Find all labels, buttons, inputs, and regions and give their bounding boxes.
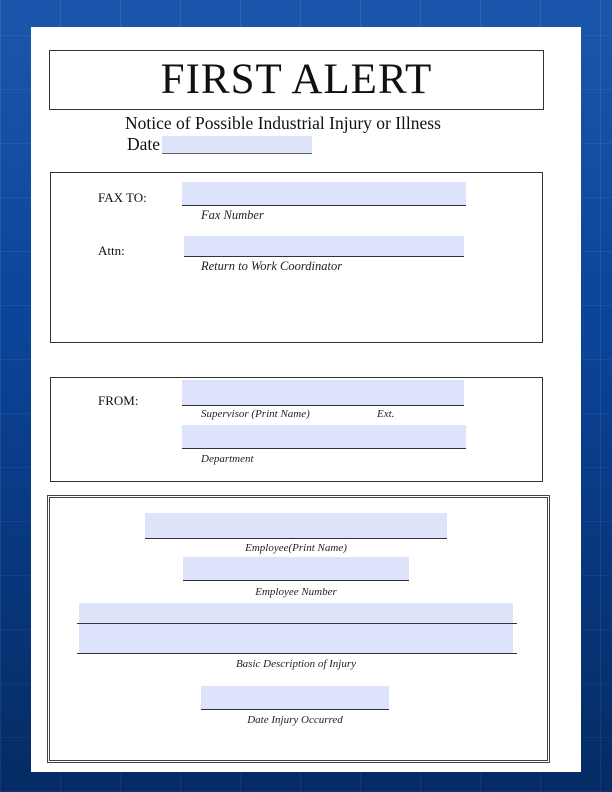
date-injury-input[interactable] [201,686,389,709]
employee-name-input[interactable] [145,513,447,538]
attn-label: Attn: [98,243,125,258]
form-page [31,27,581,772]
ext-caption: Ext. [377,408,395,420]
title-box [49,50,544,110]
date-injury-caption: Date Injury Occurred [247,714,343,726]
employee-number-underline [183,580,409,581]
fax-number-underline [182,205,466,206]
date-input[interactable] [162,136,312,154]
employee-name-underline [145,538,447,539]
fax-number-input[interactable] [182,182,466,205]
fax-section [50,172,543,343]
employee-number-caption: Employee Number [255,586,337,598]
injury-line-2 [77,653,517,654]
form-subtitle: Notice of Possible Industrial Injury or Illness [125,113,441,133]
employee-name-caption: Employee(Print Name) [245,542,347,554]
form-title: FIRST ALERT [160,56,433,103]
fax-number-caption: Fax Number [201,208,264,222]
from-label: FROM: [98,393,139,408]
injury-description-caption: Basic Description of Injury [235,658,357,670]
attn-input[interactable] [184,236,464,256]
attn-caption: Return to Work Coordinator [201,259,343,273]
injury-description-input[interactable] [79,603,513,653]
attn-underline [184,256,464,257]
department-input[interactable] [182,425,466,448]
injury-line-1 [77,623,517,624]
date-label: Date [127,134,161,154]
supervisor-caption: Supervisor (Print Name) [201,408,310,420]
supervisor-input[interactable] [182,380,464,405]
supervisor-underline [182,405,464,406]
from-section [50,377,543,482]
department-underline [182,448,466,449]
department-caption: Department [201,453,254,465]
fax-to-label: FAX TO: [98,190,147,205]
employee-number-input[interactable] [183,557,409,580]
date-injury-underline [201,709,389,710]
employee-section [47,495,550,763]
